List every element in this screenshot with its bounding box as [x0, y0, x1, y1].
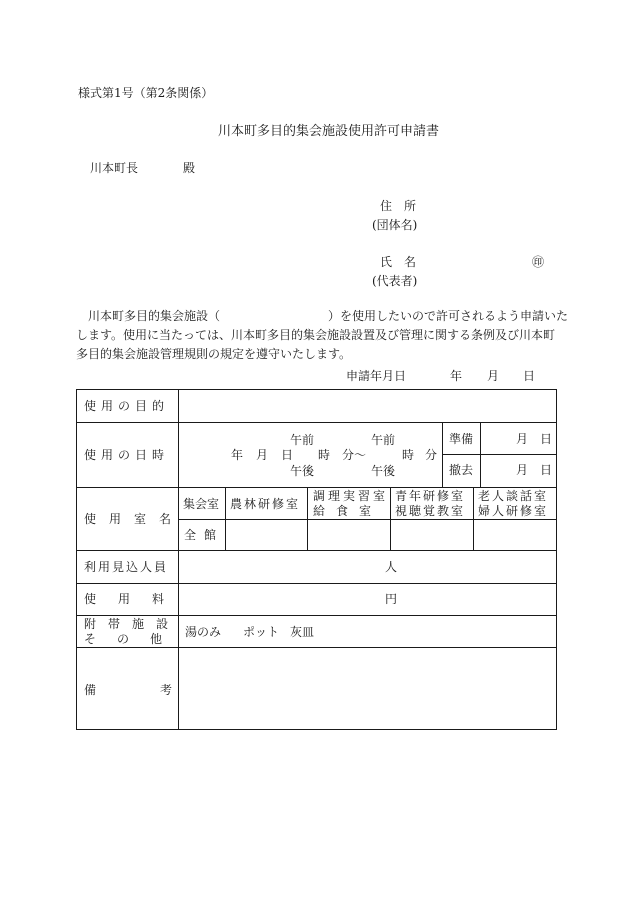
end-am-label: 午前	[371, 433, 396, 447]
remarks-label: 備考	[84, 683, 237, 697]
paragraph-line: 多目的集会施設管理規則の規定を遵守いたします。	[76, 347, 352, 361]
room-elders-lounge: 老人談話室	[478, 489, 549, 503]
name-label: 氏 名	[380, 255, 417, 269]
start-pm-label: 午後	[290, 464, 315, 478]
room-select-cell[interactable]	[391, 520, 472, 549]
end-hour-label: 時	[402, 448, 415, 462]
form-number: 様式第1号（第2条関係）	[78, 86, 214, 100]
cleanup-day-label: 日	[540, 463, 553, 477]
application-paragraph	[76, 307, 569, 364]
whole-building-label: 全館	[184, 528, 225, 542]
room-audiovisual: 視聴覚教室	[395, 504, 466, 518]
group-label: (団体名)	[372, 218, 418, 232]
facility-item-pot: ポット	[243, 625, 280, 639]
fee-unit: 円	[385, 592, 398, 606]
addressee-name: 川本町長	[90, 161, 139, 175]
page-title: 川本町多目的集会施設使用許可申請書	[218, 124, 440, 139]
representative-label: (代表者)	[372, 274, 418, 288]
room-cooking-practice: 調理実習室	[313, 489, 389, 503]
facilities-label: 附帯施設	[84, 617, 181, 631]
attendees-unit: 人	[385, 560, 398, 574]
prep-day-label: 日	[540, 432, 553, 446]
application-date-day: 日	[523, 369, 536, 383]
date-day-label: 日	[281, 448, 294, 462]
seal-mark: ㊞	[532, 255, 545, 269]
end-pm-label: 午後	[371, 464, 396, 478]
room-assembly-hall: 集会室	[183, 497, 220, 511]
fee-label: 使用料	[84, 592, 187, 606]
addressee-honorific: 殿	[183, 161, 196, 175]
start-hour-label: 時	[318, 448, 331, 462]
attendees-label: 利用見込人員	[84, 560, 169, 574]
room-youth-training: 青年研修室	[395, 489, 466, 503]
room-select-cell[interactable]	[226, 520, 306, 549]
facility-item-ashtray: 灰皿	[290, 625, 315, 639]
date-month-label: 月	[256, 448, 269, 462]
start-minute-until-label: 分～	[342, 448, 367, 462]
facility-item-teacup: 湯のみ	[185, 625, 222, 639]
room-select-cell[interactable]	[474, 520, 555, 549]
room-name-label: 使用室名	[84, 512, 185, 526]
application-date-year: 年	[450, 369, 463, 383]
room-womens-training: 婦人研修室	[478, 504, 549, 518]
start-am-label: 午前	[290, 433, 315, 447]
date-year-label: 年	[231, 448, 244, 462]
prep-label: 準備	[449, 432, 474, 446]
paragraph-line: します。使用に当たっては、川本町多目的集会施設設置及び管理に関する条例及び川本町	[76, 328, 556, 342]
cleanup-month-label: 月	[516, 463, 529, 477]
room-meal-service: 給食室	[313, 504, 383, 518]
room-agri-training: 農林研修室	[230, 497, 301, 511]
paragraph-line: 川本町多目的集会施設（ ）を使用したいので許可されるよう申請いた	[88, 309, 569, 323]
room-select-cell[interactable]	[308, 520, 389, 549]
prep-month-label: 月	[516, 432, 529, 446]
datetime-label: 使用の日時	[84, 448, 170, 462]
end-minute-label: 分	[425, 448, 438, 462]
purpose-field[interactable]	[180, 391, 555, 421]
application-date-month: 月	[487, 369, 500, 383]
address-label: 住 所	[380, 199, 417, 213]
application-date-label: 申請年月日	[346, 369, 407, 383]
facilities-label-other: その他	[84, 632, 184, 646]
purpose-label: 使用の目的	[84, 399, 170, 413]
remarks-field[interactable]	[180, 649, 555, 728]
cleanup-label: 撤去	[449, 463, 474, 477]
